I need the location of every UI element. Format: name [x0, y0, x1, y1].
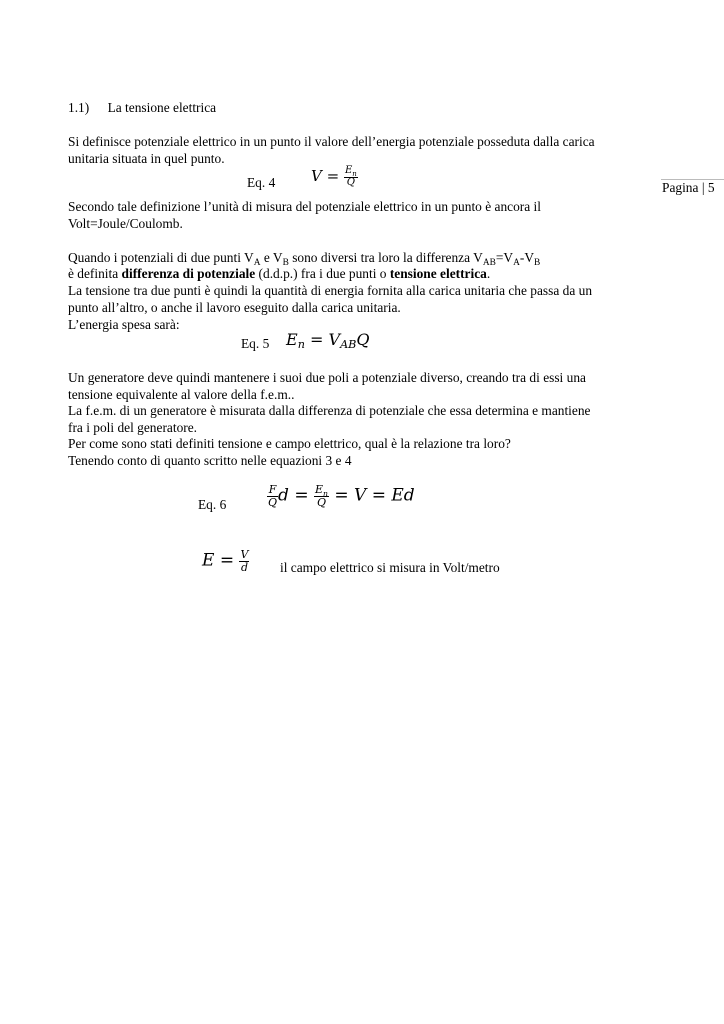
- p3-sub: A: [253, 258, 261, 268]
- paragraph-3-line-3: La tensione tra due punti è quindi la quantità di energia fornita alla carica unitaria che passa da un: [68, 283, 593, 298]
- eq6-label: Eq. 6: [198, 497, 227, 512]
- eq4-label: Eq. 4: [247, 175, 276, 190]
- p3-text: sono diversi tra loro la differenza V: [288, 250, 483, 265]
- eq6-f1-denominator: Q: [268, 495, 278, 509]
- paragraph-4-line-2: tensione equivalente al valore della f.e.m..: [68, 387, 295, 402]
- eq4-formula: [311, 166, 358, 188]
- eq7-caption: il campo elettrico si misura in Volt/metro: [280, 560, 500, 575]
- eq4-num-subscript: n: [352, 170, 357, 178]
- paragraph-4-line-6: Tenendo conto di quanto scritto nelle equazioni 3 e 4: [68, 453, 352, 468]
- eq5-rhs-subscript: AB: [340, 338, 357, 351]
- eq5-label: Eq. 5: [241, 336, 270, 351]
- paragraph-1-line-2: unitaria situata in quel punto.: [68, 151, 225, 166]
- eq6-equals-2: =: [334, 485, 349, 506]
- eq6-d: d: [278, 485, 289, 506]
- paragraph-3-line-2: [68, 266, 490, 283]
- eq7-numerator: V: [240, 548, 249, 561]
- paragraph-3-line-1: [68, 250, 540, 267]
- p3-text: =V: [495, 250, 514, 265]
- paragraph-4-line-5: Per come sono stati definiti tensione e campo elettrico, qual è la relazione tra loro?: [68, 436, 511, 451]
- page-number: 5: [707, 180, 715, 195]
- p3-text: -V: [519, 250, 535, 265]
- eq5-equals: =: [310, 330, 324, 349]
- paragraph-4-line-1: Un generatore deve quindi mantenere i suoi due poli a potenziale diverso, creando tra di essi una: [68, 370, 586, 385]
- eq4-num-symbol: E: [344, 165, 353, 176]
- eq6-v: V: [354, 485, 367, 506]
- eq6-f2-denominator: Q: [316, 495, 326, 509]
- eq6-ed: Ed: [391, 485, 415, 506]
- eq6-equals-1: =: [294, 485, 309, 506]
- page-label-separator: |: [701, 180, 705, 195]
- section-title: La tensione elettrica: [107, 100, 217, 115]
- p3-sub: A: [513, 258, 520, 268]
- eq7-denominator: d: [240, 560, 248, 574]
- eq6-f2-numerator: [314, 484, 329, 497]
- p3-text: è definita: [68, 266, 122, 281]
- section-heading: [68, 100, 216, 117]
- paragraph-3-line-4: punto all’altro, o anche il lavoro eseguito dalla carica unitaria.: [68, 300, 401, 315]
- eq6-f2-num-symbol: E: [314, 483, 324, 496]
- p3-text: e V: [260, 250, 283, 265]
- p3-sub: AB: [482, 258, 496, 268]
- page-label: [662, 180, 715, 197]
- eq6-f1-numerator: F: [268, 483, 277, 496]
- paragraph-4-line-3: La f.e.m. di un generatore è misurata dalla differenza di potenziale che essa determina e mantiene: [68, 403, 591, 418]
- eq6-equals-3: =: [371, 485, 386, 506]
- paragraph-1-line-1: Si definisce potenziale elettrico in un punto il valore dell’energia potenziale posseduta dalla carica: [68, 134, 595, 149]
- eq6-formula: [267, 484, 415, 508]
- eq5-rhs-q: Q: [356, 330, 370, 349]
- eq4-denominator: Q: [346, 176, 355, 188]
- eq7-fraction: [239, 549, 249, 573]
- eq5-lhs: E: [286, 330, 298, 349]
- eq6-fraction-en-over-q: [314, 484, 329, 508]
- p3-sub: B: [534, 258, 541, 268]
- eq7-equals: =: [219, 550, 235, 571]
- eq5-lhs-subscript: n: [297, 338, 305, 351]
- paragraph-4-line-4: fra i poli del generatore.: [68, 420, 198, 435]
- paragraph-2-line-2: Volt=Joule/Coulomb.: [68, 216, 183, 231]
- eq7-lhs: E: [202, 550, 215, 571]
- eq4-equals: =: [326, 167, 340, 185]
- p3-sub: B: [282, 258, 289, 268]
- paragraph-2-line-1: Secondo tale definizione l’unità di misura del potenziale elettrico in un punto è ancora il: [68, 199, 541, 214]
- eq4-lhs: V: [311, 167, 322, 185]
- eq5-formula: [286, 332, 370, 349]
- term-differenza-di-potenziale: differenza di potenziale: [121, 266, 256, 281]
- eq4-numerator: [344, 166, 358, 178]
- page-label-text: Pagina: [662, 180, 699, 195]
- eq4-fraction: [344, 166, 358, 188]
- term-tensione-elettrica: tensione elettrica: [389, 266, 487, 281]
- p3-text: .: [486, 266, 491, 281]
- section-number: 1.1): [68, 100, 90, 115]
- p3-text: (d.d.p.) fra i due punti o: [255, 266, 390, 281]
- paragraph-3-line-5: L’energia spesa sarà:: [68, 317, 180, 332]
- eq6-fraction-f-over-q: [267, 484, 278, 508]
- p3-text: Quando i potenziali di due punti V: [68, 250, 254, 265]
- eq5-rhs-v: V: [328, 330, 341, 349]
- eq6-f2-num-subscript: n: [323, 489, 328, 498]
- eq7-formula: [202, 549, 249, 573]
